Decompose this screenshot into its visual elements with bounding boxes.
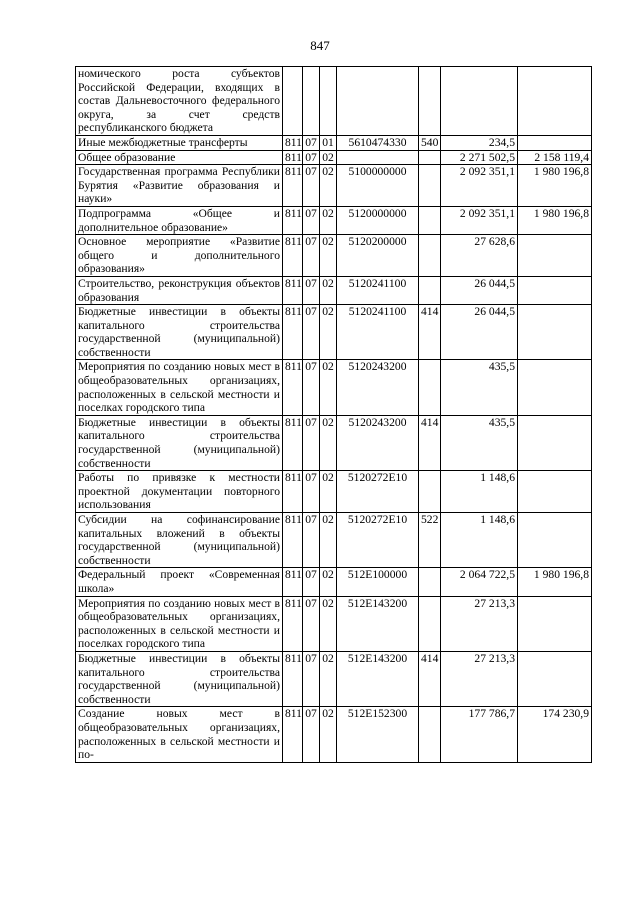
row-section-code: 07 (303, 276, 320, 304)
row-target-article: 5120243200 (337, 415, 419, 470)
row-section-code: 07 (303, 596, 320, 651)
row-ved-code: 811 (283, 707, 303, 762)
row-ved-code: 811 (283, 513, 303, 568)
table-body (76, 67, 592, 763)
row-name: номического роста субъектов Российской Федерации, входящих в состав Дальневосточного федерального округа, за счет средств республиканского бюджета (76, 67, 283, 136)
row-name: Подпрограмма «Общее и дополнительное образование» (76, 206, 283, 234)
row-ved-code: 811 (283, 165, 303, 207)
row-name: Бюджетные инвестиции в объекты капитального строительства государственной (муниципальной) собственности (76, 305, 283, 360)
row-amount-1: 26 044,5 (441, 276, 518, 304)
row-amount-1 (441, 67, 518, 136)
table-row (76, 360, 592, 415)
row-subsection-code: 02 (320, 206, 337, 234)
row-subsection-code: 02 (320, 235, 337, 277)
row-target-article: 512E152300 (337, 707, 419, 762)
row-section-code: 07 (303, 360, 320, 415)
row-section-code: 07 (303, 165, 320, 207)
row-amount-2 (518, 415, 592, 470)
row-section-code: 07 (303, 305, 320, 360)
row-subsection-code: 02 (320, 707, 337, 762)
row-expense-type (419, 276, 441, 304)
row-section-code (303, 67, 320, 136)
row-ved-code: 811 (283, 305, 303, 360)
row-expense-type: 414 (419, 305, 441, 360)
row-expense-type (419, 471, 441, 513)
row-amount-2 (518, 276, 592, 304)
row-name: Работы по привязке к местности проектной документации повторного использования (76, 471, 283, 513)
page-number: 847 (310, 38, 330, 53)
row-name: Бюджетные инвестиции в объекты капитального строительства государственной (муниципальной) собственности (76, 651, 283, 706)
row-amount-2: 174 230,9 (518, 707, 592, 762)
row-expense-type: 540 (419, 135, 441, 150)
row-ved-code: 811 (283, 471, 303, 513)
row-section-code: 07 (303, 206, 320, 234)
table-row (76, 206, 592, 234)
row-amount-1: 27 213,3 (441, 596, 518, 651)
row-amount-1: 435,5 (441, 360, 518, 415)
row-amount-1: 26 044,5 (441, 305, 518, 360)
row-amount-2: 1 980 196,8 (518, 568, 592, 596)
row-amount-1: 2 064 722,5 (441, 568, 518, 596)
row-amount-2 (518, 67, 592, 136)
row-subsection-code: 01 (320, 135, 337, 150)
budget-table (75, 66, 592, 763)
row-subsection-code: 02 (320, 276, 337, 304)
row-target-article: 512E100000 (337, 568, 419, 596)
row-expense-type: 414 (419, 415, 441, 470)
row-amount-1: 27 213,3 (441, 651, 518, 706)
row-amount-2 (518, 305, 592, 360)
row-expense-type (419, 206, 441, 234)
row-expense-type (419, 150, 441, 165)
row-name: Общее образование (76, 150, 283, 165)
row-subsection-code: 02 (320, 150, 337, 165)
row-subsection-code: 02 (320, 415, 337, 470)
row-expense-type: 522 (419, 513, 441, 568)
row-name: Иные межбюджетные трансферты (76, 135, 283, 150)
row-name: Федеральный проект «Современная школа» (76, 568, 283, 596)
row-expense-type: 414 (419, 651, 441, 706)
row-target-article: 512E143200 (337, 596, 419, 651)
row-target-article: 5120243200 (337, 360, 419, 415)
table-row (76, 135, 592, 150)
row-section-code: 07 (303, 235, 320, 277)
row-amount-1: 2 092 351,1 (441, 165, 518, 207)
row-subsection-code (320, 67, 337, 136)
row-expense-type (419, 596, 441, 651)
row-name: Мероприятия по созданию новых мест в общеобразовательных организациях, расположенных в сельской местности и поселках городского типа (76, 596, 283, 651)
row-amount-2: 2 158 119,4 (518, 150, 592, 165)
table-row (76, 235, 592, 277)
row-ved-code: 811 (283, 150, 303, 165)
row-target-article: 5120200000 (337, 235, 419, 277)
row-expense-type (419, 568, 441, 596)
row-name: Государственная программа Республики Бурятия «Развитие образования и науки» (76, 165, 283, 207)
row-target-article: 5120272E10 (337, 513, 419, 568)
row-name: Субсидии на софинансирование капитальных вложений в объекты государственной (муниципальной) собственности (76, 513, 283, 568)
row-amount-2: 1 980 196,8 (518, 165, 592, 207)
row-amount-2 (518, 651, 592, 706)
row-subsection-code: 02 (320, 471, 337, 513)
row-expense-type (419, 235, 441, 277)
row-target-article: 512E143200 (337, 651, 419, 706)
table-row (76, 471, 592, 513)
row-target-article: 5120241100 (337, 276, 419, 304)
table-row (76, 596, 592, 651)
row-subsection-code: 02 (320, 305, 337, 360)
row-subsection-code: 02 (320, 596, 337, 651)
row-target-article: 5120272E10 (337, 471, 419, 513)
row-target-article: 5120241100 (337, 305, 419, 360)
row-amount-1: 27 628,6 (441, 235, 518, 277)
row-target-article (337, 150, 419, 165)
table-row (76, 707, 592, 762)
row-amount-1: 435,5 (441, 415, 518, 470)
row-section-code: 07 (303, 513, 320, 568)
row-amount-1: 1 148,6 (441, 471, 518, 513)
row-amount-1: 234,5 (441, 135, 518, 150)
row-target-article: 5610474330 (337, 135, 419, 150)
row-ved-code: 811 (283, 415, 303, 470)
row-section-code: 07 (303, 651, 320, 706)
row-target-article: 5120000000 (337, 206, 419, 234)
row-section-code: 07 (303, 415, 320, 470)
row-ved-code: 811 (283, 206, 303, 234)
table-row (76, 305, 592, 360)
table-row (76, 165, 592, 207)
table-row (76, 276, 592, 304)
row-subsection-code: 02 (320, 360, 337, 415)
row-subsection-code: 02 (320, 513, 337, 568)
table-row (76, 415, 592, 470)
row-expense-type (419, 707, 441, 762)
row-section-code: 07 (303, 568, 320, 596)
row-ved-code: 811 (283, 651, 303, 706)
row-amount-2 (518, 135, 592, 150)
row-amount-1: 2 271 502,5 (441, 150, 518, 165)
row-name: Основное мероприятие «Развитие общего и дополнительного образования» (76, 235, 283, 277)
row-ved-code (283, 67, 303, 136)
row-subsection-code: 02 (320, 651, 337, 706)
row-target-article: 5100000000 (337, 165, 419, 207)
table-row (76, 568, 592, 596)
table-row (76, 150, 592, 165)
row-section-code: 07 (303, 135, 320, 150)
row-name: Бюджетные инвестиции в объекты капитального строительства государственной (муниципальной) собственности (76, 415, 283, 470)
row-amount-2 (518, 235, 592, 277)
row-ved-code: 811 (283, 235, 303, 277)
row-amount-1: 1 148,6 (441, 513, 518, 568)
table-row (76, 651, 592, 706)
row-name: Строительство, реконструкция объектов образования (76, 276, 283, 304)
row-amount-2: 1 980 196,8 (518, 206, 592, 234)
row-expense-type (419, 360, 441, 415)
row-subsection-code: 02 (320, 568, 337, 596)
row-section-code: 07 (303, 707, 320, 762)
row-section-code: 07 (303, 471, 320, 513)
row-amount-2 (518, 471, 592, 513)
row-ved-code: 811 (283, 360, 303, 415)
row-ved-code: 811 (283, 596, 303, 651)
row-expense-type (419, 67, 441, 136)
table-row (76, 513, 592, 568)
row-expense-type (419, 165, 441, 207)
row-subsection-code: 02 (320, 165, 337, 207)
row-amount-2 (518, 513, 592, 568)
row-ved-code: 811 (283, 135, 303, 150)
row-amount-1: 2 092 351,1 (441, 206, 518, 234)
row-name: Создание новых мест в общеобразовательных организациях, расположенных в сельской местности и по- (76, 707, 283, 762)
table-row (76, 67, 592, 136)
row-amount-1: 177 786,7 (441, 707, 518, 762)
row-ved-code: 811 (283, 276, 303, 304)
row-target-article (337, 67, 419, 136)
row-ved-code: 811 (283, 568, 303, 596)
row-amount-2 (518, 360, 592, 415)
row-name: Мероприятия по созданию новых мест в общеобразовательных организациях, расположенных в сельской местности и поселках городского типа (76, 360, 283, 415)
row-section-code: 07 (303, 150, 320, 165)
row-amount-2 (518, 596, 592, 651)
